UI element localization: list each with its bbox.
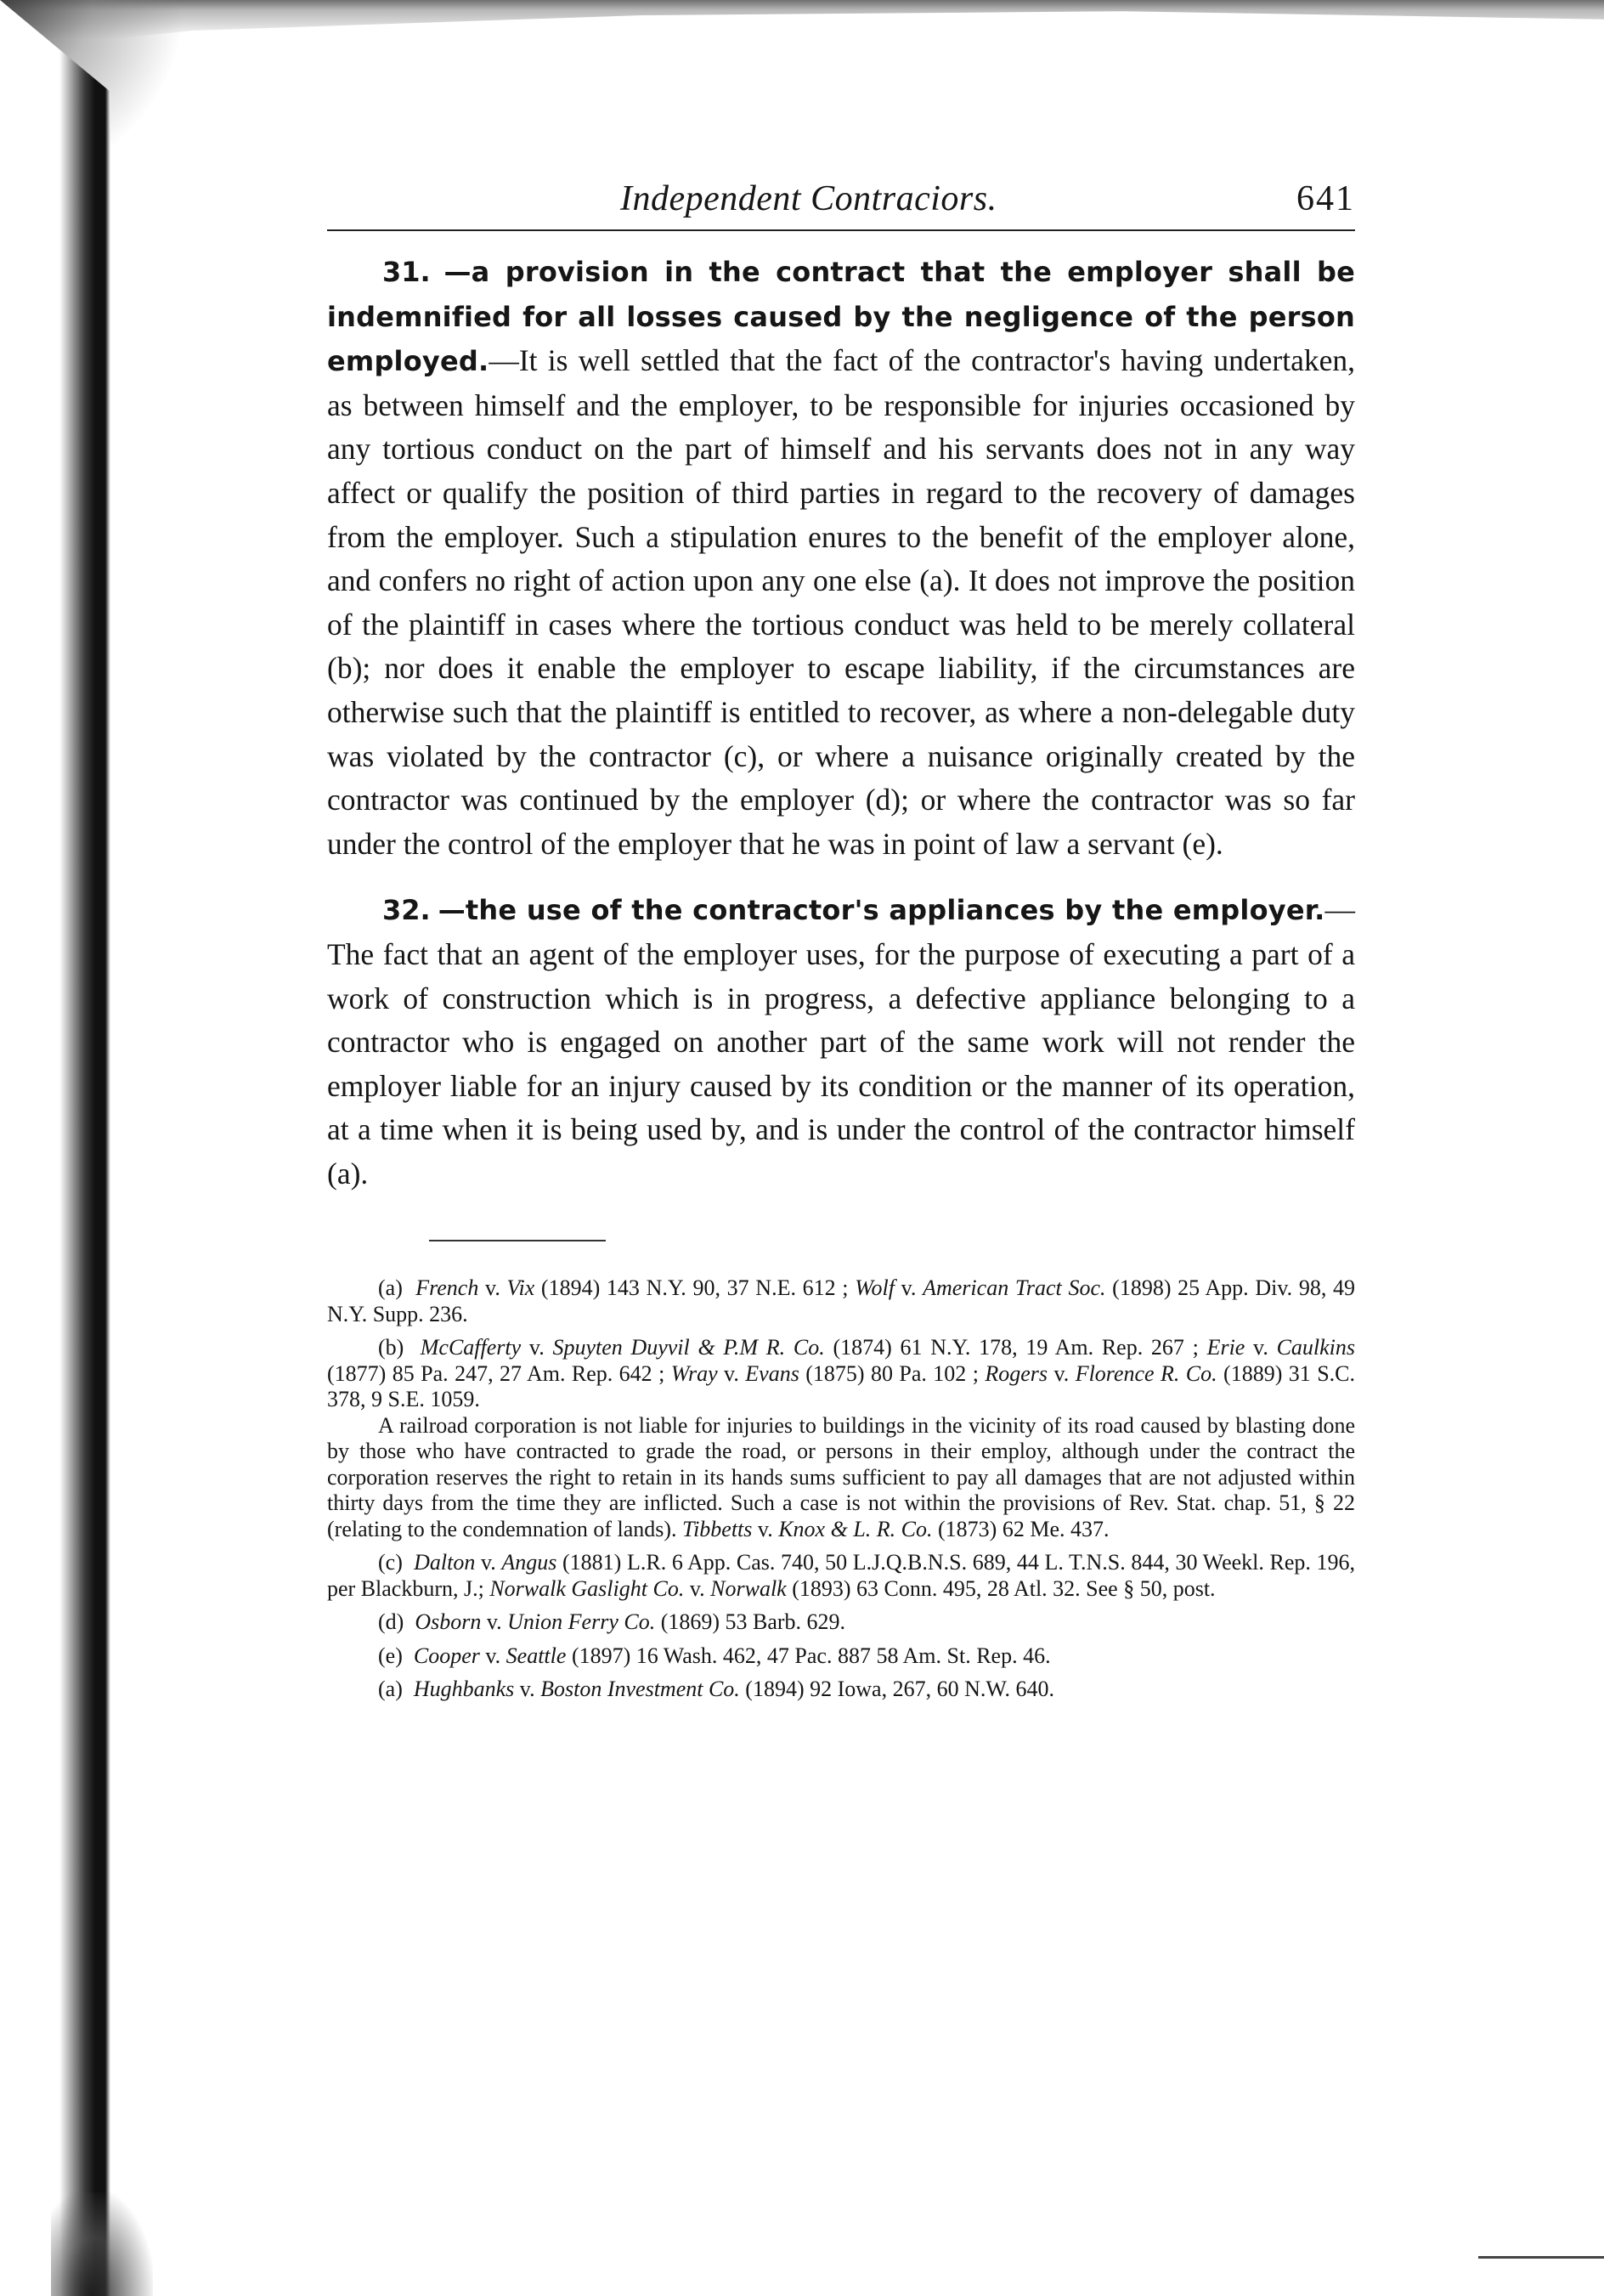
case-citation: (1873) 62 Me. 437. [932, 1516, 1110, 1541]
case-citation: (1894) 92 Iowa, 267, 60 N.W. 640. [739, 1677, 1055, 1702]
running-head [327, 170, 1355, 229]
case-name: Cooper [413, 1643, 480, 1668]
case-name: French [415, 1275, 479, 1301]
case-versus: v. [521, 1335, 553, 1360]
case-versus: v. [478, 1275, 507, 1301]
case-citation: (1889) 31 S.C. 378, 9 S.E. 1059. [327, 1360, 1356, 1412]
footnotes [327, 1275, 1355, 1703]
scan-edge-left [0, 0, 110, 2296]
running-title: Independent Contraciors. [620, 179, 997, 218]
section-number: 32. [382, 894, 431, 927]
case-citation: (1875) 80 Pa. 102 ; [799, 1360, 986, 1386]
case-name: Wray [670, 1360, 718, 1386]
case-versus: v. [481, 1609, 508, 1635]
page-number: 641 [1296, 179, 1355, 218]
header-rule [327, 229, 1355, 231]
case-versus: v. [1245, 1335, 1277, 1360]
case-citation: (1894) 143 N.Y. 90, 37 N.E. 612 ; [534, 1275, 856, 1301]
case-versus: v. [684, 1575, 711, 1601]
case-name: Dalton [414, 1550, 476, 1575]
footnote [327, 1550, 1355, 1602]
scan-corner-bottom [51, 2192, 153, 2296]
case-citation: (1898) 25 App. Div. 98, 49 N.Y. Supp. 236. [327, 1275, 1356, 1326]
footnote-mark: (d) [378, 1609, 404, 1635]
case-party: Vix [506, 1275, 535, 1301]
footnote [327, 1275, 1355, 1327]
case-citation: (1877) 85 Pa. 247, 27 Am. Rep. 642 ; [327, 1360, 671, 1386]
case-party: Seattle [505, 1643, 567, 1668]
section-heading: —a provision in the contract that the employer shall be indemnified for all losses caused by the negligence of the person employed. [327, 256, 1356, 378]
case-versus: v. [475, 1550, 502, 1575]
footnote-mark: (e) [378, 1643, 403, 1668]
footnote-mark: (b) [378, 1335, 404, 1360]
footnote [327, 1609, 1355, 1636]
section-body: —It is well settled that the fact of the contractor's having undertaken, as between himself and the employer, to be responsible for injuries occasioned by any tortious conduct on the part of himself and his servants does not in any way affect or qualify the position of third parties in regard to the recovery of damages from the employer. Such a stipulation enures to the benefit of the employer alone, and confers no right of action upon any one else (a). It does not improve the position of the plaintiff in cases where the tortious conduct was held to be merely collateral (b); nor does it enable the employer to escape liability, if the circumstances are otherwise such that the plaintiff is entitled to recover, as where a non-delegable duty was violated by the contractor (c), or where a nuisance originally created by the contractor was continued by the employer (d); or where the contractor was so far under the control of the employer that he was in point of law a servant (e). [327, 343, 1355, 861]
section-paragraph [327, 888, 1355, 1196]
case-citation: (1874) 61 N.Y. 178, 19 Am. Rep. 267 ; [824, 1335, 1207, 1360]
section-paragraph [327, 250, 1355, 866]
footnote-mark: (c) [378, 1550, 403, 1575]
case-versus: v. [894, 1275, 923, 1301]
footnote-rule [429, 1240, 606, 1241]
case-party: Union Ferry Co. [507, 1609, 656, 1635]
footnote-mark: (a) [378, 1677, 403, 1702]
case-citation: (1881) L.R. 6 App. Cas. 740, 50 L.J.Q.B.N.S. 689, 44 L. T.N.S. 844, 30 Weekl. Rep. 196, per Blackburn, J.; [327, 1550, 1356, 1601]
footnote [327, 1677, 1355, 1703]
case-party: Evans [745, 1360, 799, 1386]
case-citation: (1893) 63 Conn. 495, 28 Atl. 32. See § 50, post. [786, 1575, 1216, 1601]
section-number: 31. [382, 256, 431, 288]
footnote-text: A railroad corporation is not liable for injuries to buildings in the vicinity of its road caused by blasting done by those who have contracted to grade the road, or persons in their employ, although under the contract the corporation reserves the right to retain in its hands sums sufficient to pay all damages that are not adjusted within thirty days from the time they are inflicted. Such a case is not within the provisions of Rev. Stat. chap. 51, § 22 (relating to the condemnation of lands). [327, 1412, 1355, 1541]
case-name: McCafferty [420, 1335, 522, 1360]
section-body: — The fact that an agent of the employer uses, for the purpose of executing a part of a work of construction which is in progress, a defective appliance belonging to a contractor who is engaged on another part of the same work will not render the employer liable for an injury caused by its condition or the manner of its operation, at a time when it is being used by, and is under the control of the contractor himself (a). [327, 892, 1356, 1190]
scan-edge-bottom [1478, 2256, 1604, 2259]
case-party: Caulkins [1276, 1335, 1356, 1360]
case-citation: (1869) 53 Barb. 629. [655, 1609, 846, 1635]
section-32 [327, 888, 1355, 1196]
section-gap [327, 866, 1355, 888]
footnote-mark: (a) [378, 1275, 403, 1301]
case-name: Rogers [985, 1360, 1048, 1386]
case-party: Angus [501, 1550, 557, 1575]
scan-edge-top [0, 0, 1604, 51]
case-versus: v. [479, 1643, 506, 1668]
case-name: Erie [1206, 1335, 1245, 1360]
case-versus: v. [752, 1516, 779, 1541]
case-name: Hughbanks [413, 1677, 515, 1702]
case-name: Tibbetts [682, 1516, 753, 1541]
case-name: Wolf [855, 1275, 895, 1301]
case-citation: (1897) 16 Wash. 462, 47 Pac. 887 58 Am. St. Rep. 46. [566, 1643, 1051, 1668]
case-versus: v. [1048, 1360, 1076, 1386]
case-party: Spuyten Duyvil & P.M R. Co. [552, 1335, 825, 1360]
case-party: Boston Investment Co. [540, 1677, 740, 1702]
case-party: Knox & L. R. Co. [778, 1516, 933, 1541]
case-party: American Tract Soc. [923, 1275, 1106, 1301]
case-versus: v. [514, 1677, 541, 1702]
book-page [327, 170, 1355, 1711]
footnote-continuation [327, 1413, 1355, 1543]
case-name: Osborn [415, 1609, 482, 1635]
case-name: Norwalk Gaslight Co. [489, 1575, 685, 1601]
section-heading: —the use of the contractor's appliances by the employer. [438, 894, 1325, 927]
case-party: Norwalk [710, 1575, 787, 1601]
footnote [327, 1643, 1355, 1670]
case-versus: v. [717, 1360, 746, 1386]
section-31 [327, 250, 1355, 866]
case-party: Florence R. Co. [1075, 1360, 1217, 1386]
footnote [327, 1335, 1355, 1413]
